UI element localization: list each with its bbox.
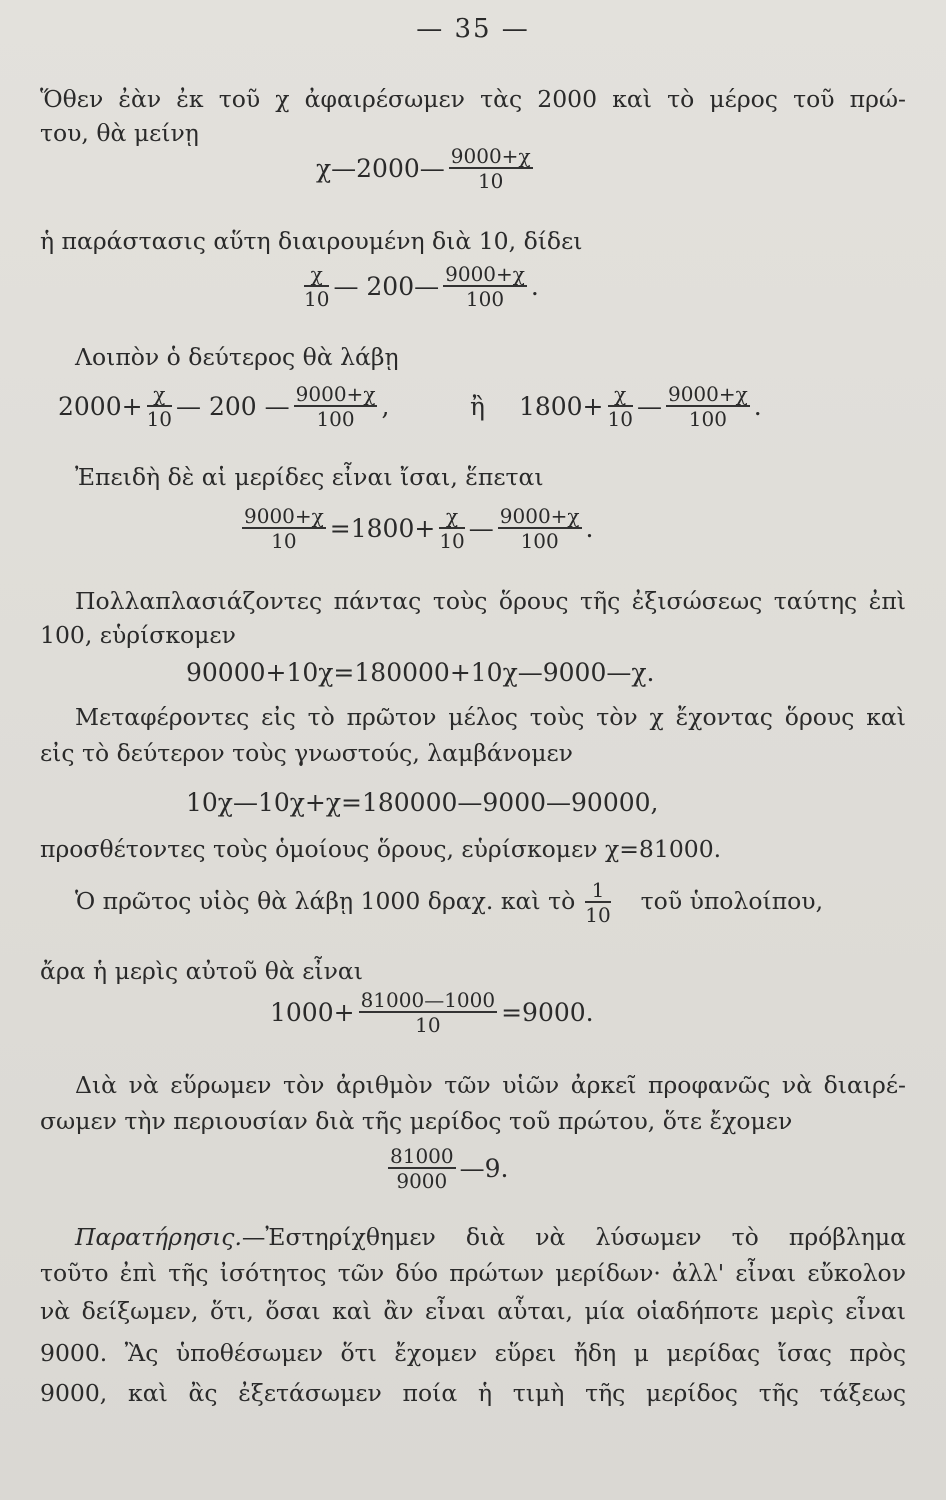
text-line: τοῦτο ἐπὶ τῆς ἰσότητος τῶν δύο πρώτων μερίδων· ἀλλ' εἶναι εὔκολον <box>40 1259 906 1287</box>
text-line: 9000, καὶ ἂς ἐξετάσωμεν ποία ἡ τιμὴ τῆς μερίδος τῆς τάξεως <box>40 1379 906 1407</box>
remark-heading: Παρατήρησις. <box>75 1223 242 1251</box>
text-line: του, θὰ μείνῃ <box>40 119 199 147</box>
text-line: ἡ παράστασις αὕτη διαιρουμένη διὰ 10, δίδει <box>40 227 583 255</box>
text-line: Ὅθεν ἐὰν ἐκ τοῦ χ ἀφαιρέσωμεν τὰς 2000 καὶ τὸ μέρος τοῦ πρώ- <box>40 85 906 113</box>
text-line: Διὰ νὰ εὕρωμεν τὸν ἀριθμὸν τῶν υἱῶν ἀρκεῖ προφανῶς νὰ διαιρέ- <box>75 1071 906 1099</box>
equation-2: $\frac{\chi}{10}$ — 200— $\frac{9000+\chi}{100}$ . <box>304 262 539 311</box>
page-number: — 35 — <box>416 14 530 44</box>
text-line: νὰ δείξωμεν, ὅτι, ὅσαι καὶ ἂν εἶναι αὗται, μία οἱαδήποτε μερὶς εἶναι <box>40 1297 906 1325</box>
equation-5: 90000+10χ=180000+10χ—9000—χ. <box>186 658 655 687</box>
text-line: εἰς τὸ δεύτερον τοὺς γνωστούς, λαμβάνομεν <box>40 739 573 767</box>
equation-1: χ—2000— $\frac{9000+\chi}{10}$ <box>316 144 531 193</box>
equation-3: 2000+ $\frac{\chi}{10}$ — 200 — $\frac{9000+\chi}{100}$ , <box>58 382 390 431</box>
text-line: 9000. Ἂς ὑποθέσωμεν ὅτι ἔχομεν εὕρει ἤδη μ μερίδας ἴσας πρὸς <box>40 1339 906 1367</box>
equation-4: $\frac{9000+\chi}{10}$ =1800+ $\frac{\chi}{10}$ — $\frac{9000+\chi}{100}$ . <box>244 504 594 553</box>
text-line: Λοιπὸν ὁ δεύτερος θὰ λάβῃ <box>75 343 399 371</box>
equation-7: 1000+ $\frac{81000—1000}{10}$ =9000. <box>270 988 594 1037</box>
text-line: προσθέτοντες τοὺς ὁμοίους ὅρους, εὑρίσκομεν χ=81000. <box>40 835 722 863</box>
text-line: Ὁ πρῶτος υἱὸς θὰ λάβῃ 1000 δραχ. καὶ τὸ $\frac{1}{10}$ τοῦ ὑπολοίπου, <box>75 878 824 927</box>
equation-8: $\frac{81000}{9000}$ —9. <box>390 1144 509 1193</box>
text-line: Παρατήρησις.—Ἐστηρίχθημεν διὰ νὰ λύσωμεν τὸ πρόβλημα <box>75 1223 906 1251</box>
text-line: Μεταφέροντες εἰς τὸ πρῶτον μέλος τοὺς τὸν χ ἔχοντας ὅρους καὶ <box>75 703 906 731</box>
text-line: 100, εὑρίσκομεν <box>40 621 236 649</box>
text-line: σωμεν τὴν περιουσίαν διὰ τῆς μερίδος τοῦ πρώτου, ὅτε ἔχομεν <box>40 1107 793 1135</box>
text-line: ἄρα ἡ μερὶς αὐτοῦ θὰ εἶναι <box>40 957 363 985</box>
text-line: Πολλαπλασιάζοντες πάντας τοὺς ὅρους τῆς ἐξισώσεως ταύτης ἐπὶ <box>75 587 906 615</box>
text-line: Ἐπειδὴ δὲ αἱ μερίδες εἶναι ἴσαι, ἕπεται <box>75 463 544 491</box>
equation-3b: ἢ 1800+ $\frac{\chi}{10}$ — $\frac{9000+\chi}{100}$ . <box>470 382 762 431</box>
equation-6: 10χ—10χ+χ=180000—9000—90000, <box>186 788 659 817</box>
